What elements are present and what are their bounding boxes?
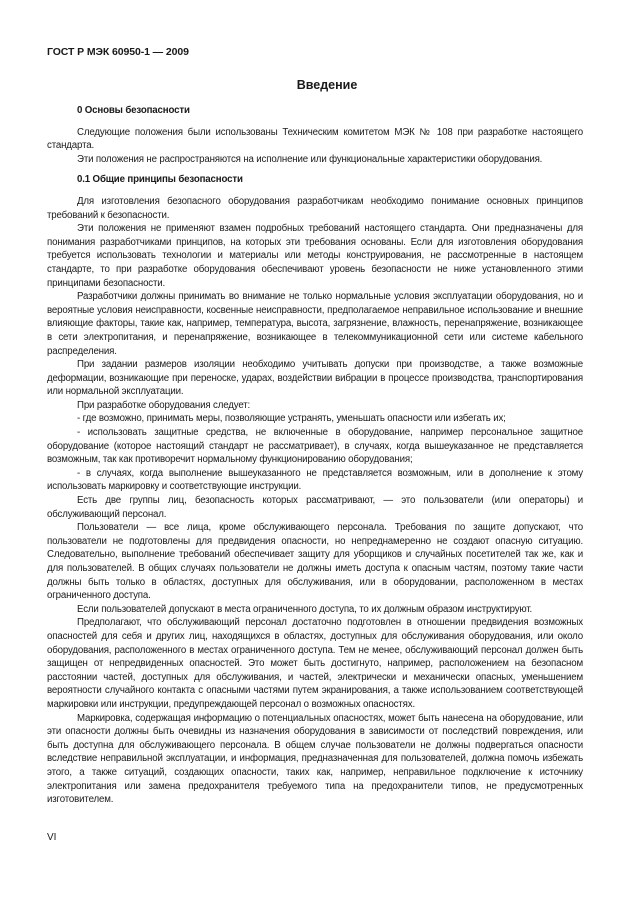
paragraph: Разработчики должны принимать во внимание не только нормальные условия эксплуатации оборудования, но и вероятные условия неисправности, косвенные неисправности, предполагаемое неправильное использование и внешние влияющие факторы, такие как, например, температура, высота, загрязнение, влажность, перенапряжение, возникающее в сети электропитания, и перенапряжение, возникающее в телекоммуникационной сети или системе кабельного распределения.	[47, 291, 583, 357]
paragraph: Для изготовления безопасного оборудования разработчикам необходимо понимание основных принципов требований к безопасности.	[47, 195, 583, 221]
paragraph: Следующие положения были использованы Техническим комитетом МЭК № 108 при разработке настоящего стандарта.	[47, 126, 583, 152]
paragraph: При задании размеров изоляции необходимо учитывать допуски при производстве, а также возможные деформации, возникающие при переноске, ударах, воздействии вибрации в процессе производства, транспортирования или нормальной эксплуатации.	[47, 359, 583, 398]
section-heading: 0 Основы безопасности	[77, 105, 190, 116]
paragraph: Маркировка, содержащая информацию о потенциальных опасностях, может быть нанесена на оборудование, или эти опасности должны быть очевидны из назначения оборудования в зависимости от последствий повреждения, или быть доступна для обслуживающего персонала. В общем случае пользователи не должны подвергаться опасности вследствие неправильной эксплуатации, и информация, предназначенная для пользователей, должна помочь избежать этого, а также ситуаций, создающих опасности, таких как, например, неправильное подключение к источнику электропитания или замена предохранителя требуемого типа на предохранители типов, не предусмотренных изготовителем.	[47, 712, 583, 806]
paragraph: Если пользователей допускают в места ограниченного доступа, то их должным образом инструктируют.	[77, 603, 533, 615]
list-item: - где возможно, принимать меры, позволяющие устранять, уменьшать опасности или избегать их;	[77, 413, 506, 425]
paragraph: Пользователи — все лица, кроме обслуживающего персонала. Требования по защите допускают, что пользователи не подготовлены для предвидения опасности, но непреднамеренно не создают опасную ситуацию. Следовательно, выполнение требований обеспечивает защиту для уборщиков и случайных посетителей так же, как и для пользователей. В общих случаях пользователи не должны иметь доступа к опасным частям, поэтому такие части должны быть только в областях, доступных для обслуживания, или в оборудовании, расположенном в местах ограниченного доступа.	[47, 522, 583, 602]
list-item: - в случаях, когда выполнение вышеуказанного не представляется возможным, или в дополнение к этому использовать маркировку и соответствующие инструкции.	[47, 467, 583, 493]
paragraph: Эти положения не распространяются на исполнение или функциональные характеристики оборудования.	[77, 153, 543, 165]
document-body	[47, 104, 583, 807]
paragraph: Эти положения не применяют взамен подробных требований настоящего стандарта. Они предназначены для понимания разработчиками принципов, на которых эти требования основаны. Если для изготовления оборудования требуется использовать технологии и материалы или методы конструирования, не рассмотренные в настоящем стандарте, то при разработке оборудования обеспечивают уровень безопасности не ниже установленного этими принципами безопасности.	[47, 223, 583, 289]
paragraph: Есть две группы лиц, безопасность которых рассматривают, — это пользователи (или операторы) и обслуживающий персонал.	[47, 495, 583, 520]
list-item: - использовать защитные средства, не включенные в оборудование, например персональное защитное оборудование (которое настоящий стандарт не рассматривает), в случаях, когда вышеуказанное не представляется возможным, так как противоречит нормальному функционированию оборудования;	[47, 427, 583, 466]
paragraph: При разработке оборудования следует:	[77, 399, 251, 411]
paragraph: Предполагают, что обслуживающий персонал достаточно подготовлен в отношении предвидения возможных опасностей для себя и других лиц, находящихся в областях, доступных для обслуживания оборудования, или около оборудования, расположенного в местах ограниченного доступа. Тем не менее, обслуживающий персонал должен быть защищен от непредвиденных опасностей. Это может быть достигнуто, например, расположением на безопасном расстоянии частей, доступных для обслуживания, и частей, электрически и механически опасных, уменьшением вероятности случайного контакта с опасными частями путем экранирования, а также использованием соответствующей маркировки или инструкции, предупреждающей персонал о возможных опасностях.	[47, 617, 583, 710]
page-title: Введение	[296, 78, 358, 92]
standard-header: ГОСТ Р МЭК 60950-1 — 2009	[47, 46, 189, 58]
page-number: VI	[47, 832, 57, 843]
section-heading: 0.1 Общие принципы безопасности	[77, 174, 243, 186]
